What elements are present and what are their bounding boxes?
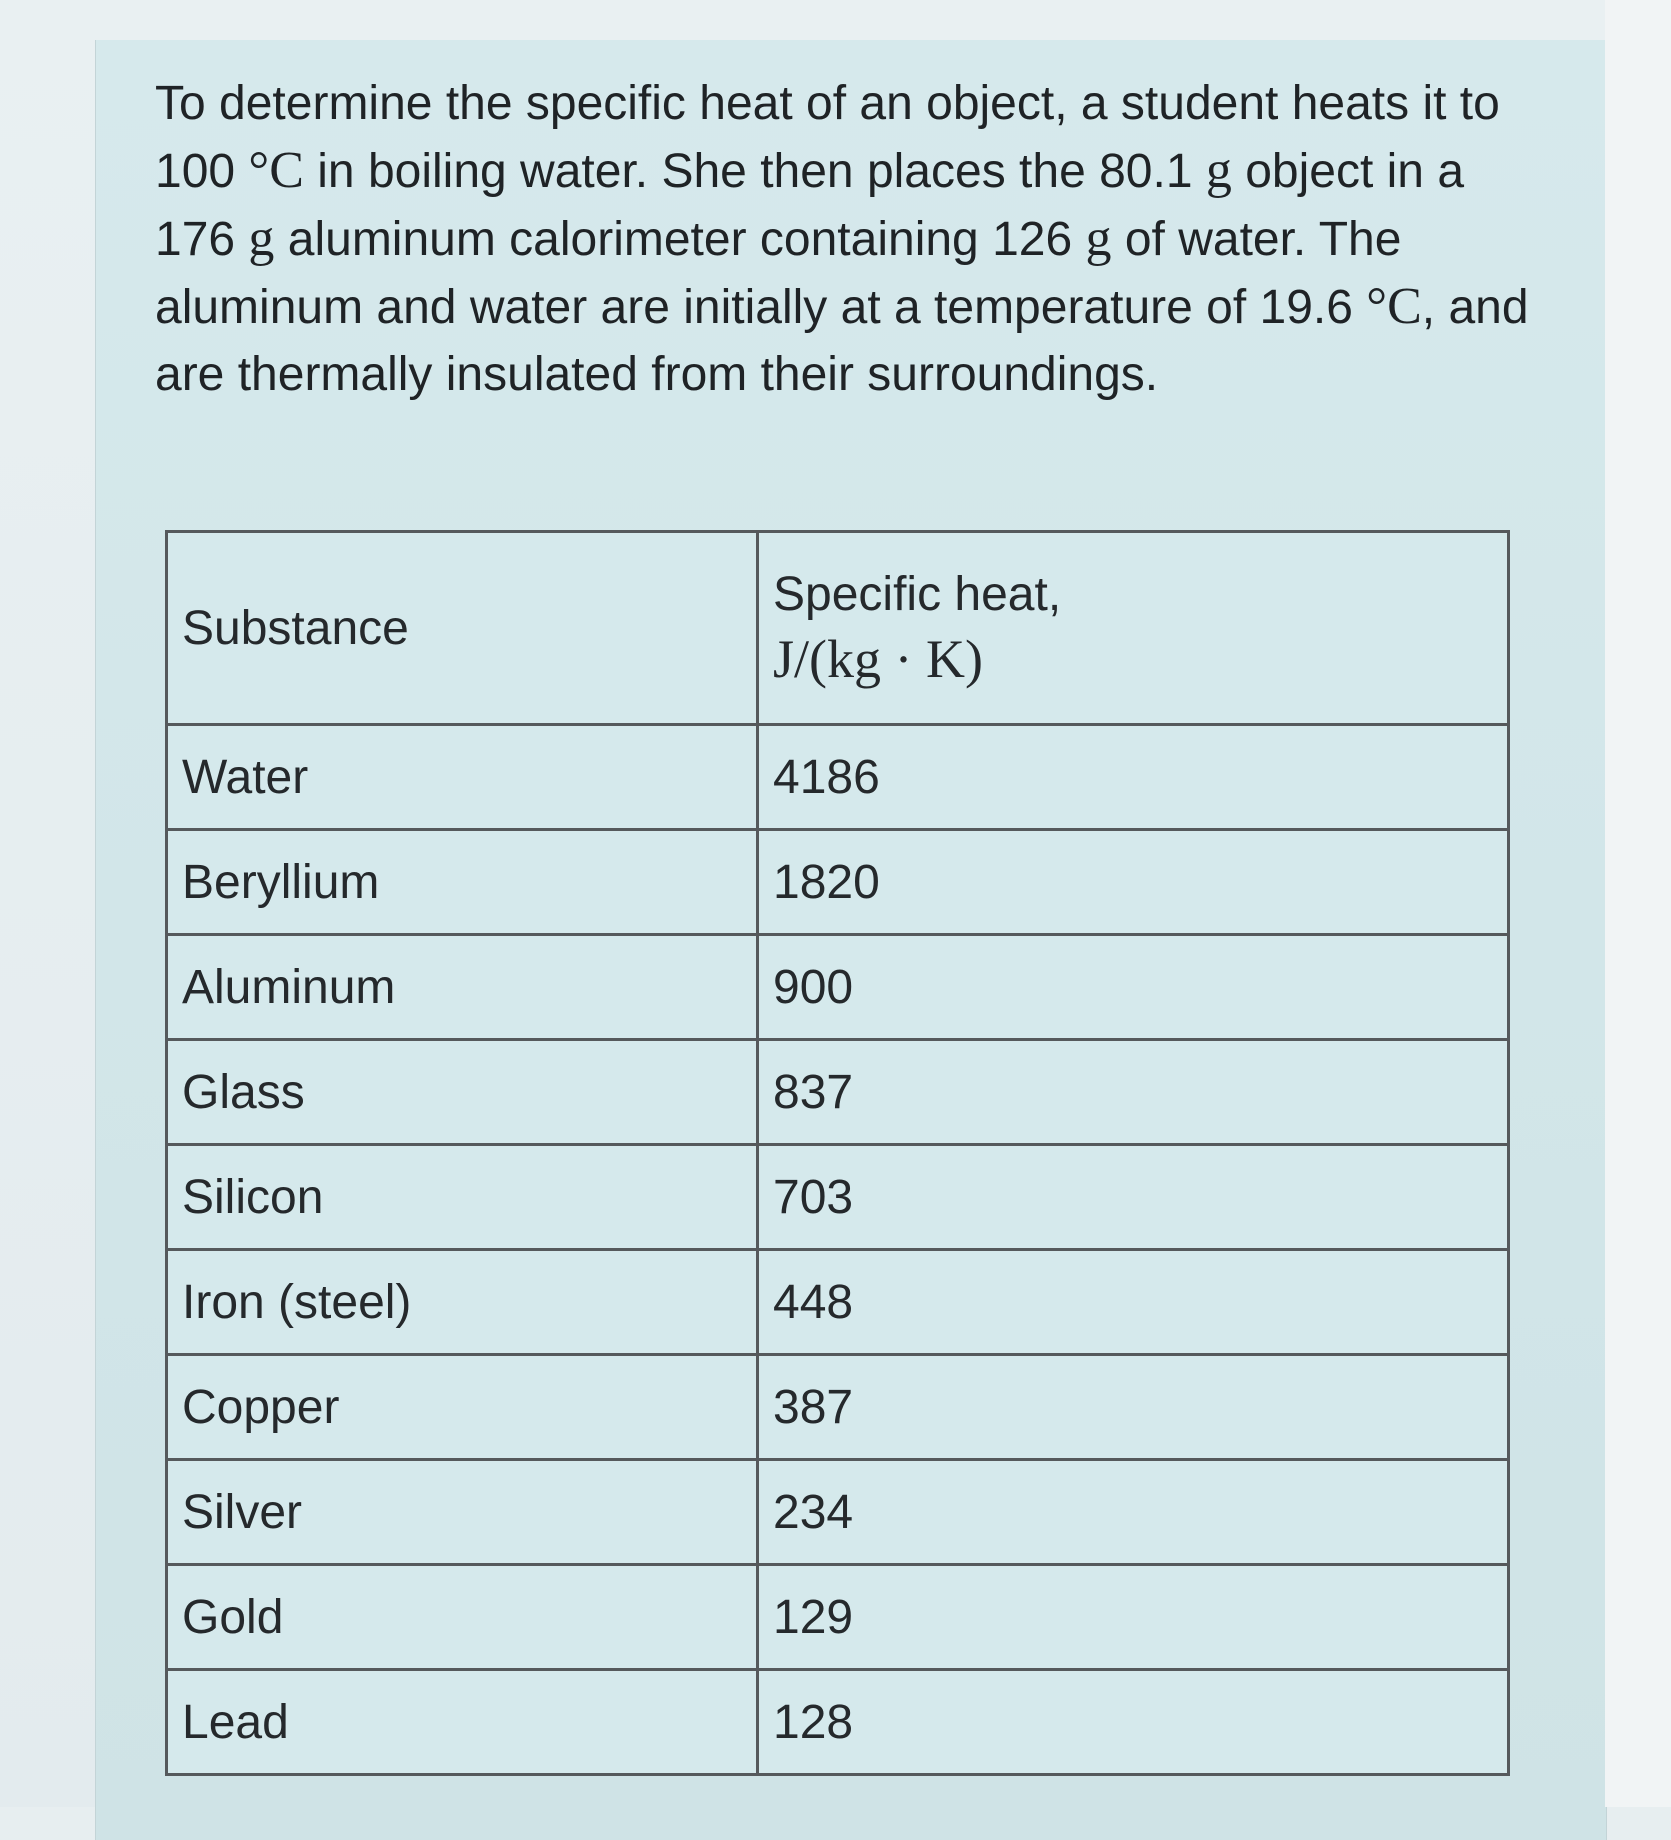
table-row	[167, 935, 1509, 1040]
cell-specific-heat: 387	[758, 1355, 1509, 1460]
cell-specific-heat: 900	[758, 935, 1509, 1040]
cell-specific-heat: 1820	[758, 830, 1509, 935]
cell-specific-heat: 448	[758, 1250, 1509, 1355]
question-text-part: , and are thermally insulated from their surroundings.	[155, 281, 1529, 401]
cell-substance: Water	[167, 725, 758, 830]
table-row	[167, 1040, 1509, 1145]
table-row	[167, 1565, 1509, 1670]
unit-gram: g	[1205, 142, 1232, 199]
question-text-part: of water. The aluminum and water are initially at a temperature of 19.6	[155, 213, 1402, 334]
table-row	[167, 1145, 1509, 1250]
question-text-part: To determine the specific heat of an object, a student heats it to 100	[155, 77, 1500, 198]
table-row	[167, 1355, 1509, 1460]
header-specific-heat	[758, 532, 1509, 725]
cell-substance: Beryllium	[167, 830, 758, 935]
cell-substance: Copper	[167, 1355, 758, 1460]
cell-substance: Silicon	[167, 1145, 758, 1250]
cell-substance: Lead	[167, 1670, 758, 1775]
table-row	[167, 725, 1509, 830]
specific-heat-table	[165, 530, 1510, 1776]
header-specific-heat-unit: J/(kg · K)	[773, 628, 983, 689]
cell-substance: Silver	[167, 1460, 758, 1565]
question-text-part: in boiling water. She then places the 80.1	[303, 145, 1206, 198]
table-row	[167, 1670, 1509, 1775]
right-margin	[1605, 0, 1671, 1807]
question-text-part: object in a 176	[155, 145, 1465, 266]
cell-specific-heat: 129	[758, 1565, 1509, 1670]
table-row	[167, 1460, 1509, 1565]
unit-celsius: °C	[248, 142, 304, 199]
cell-substance: Aluminum	[167, 935, 758, 1040]
table-header-row	[167, 532, 1509, 725]
header-substance: Substance	[167, 532, 758, 725]
unit-gram: g	[248, 210, 275, 267]
header-specific-heat-label: Specific heat,	[773, 567, 1062, 621]
question-text-part: aluminum calorimeter containing 126	[274, 213, 1086, 266]
cell-specific-heat: 703	[758, 1145, 1509, 1250]
table-row	[167, 1250, 1509, 1355]
cell-substance: Glass	[167, 1040, 758, 1145]
unit-gram: g	[1085, 210, 1112, 267]
cell-specific-heat: 234	[758, 1460, 1509, 1565]
unit-celsius: °C	[1366, 278, 1422, 335]
table-row	[167, 830, 1509, 935]
cell-specific-heat: 4186	[758, 725, 1509, 830]
question-text	[155, 70, 1535, 408]
cell-specific-heat: 128	[758, 1670, 1509, 1775]
cell-specific-heat: 837	[758, 1040, 1509, 1145]
cell-substance: Iron (steel)	[167, 1250, 758, 1355]
cell-substance: Gold	[167, 1565, 758, 1670]
